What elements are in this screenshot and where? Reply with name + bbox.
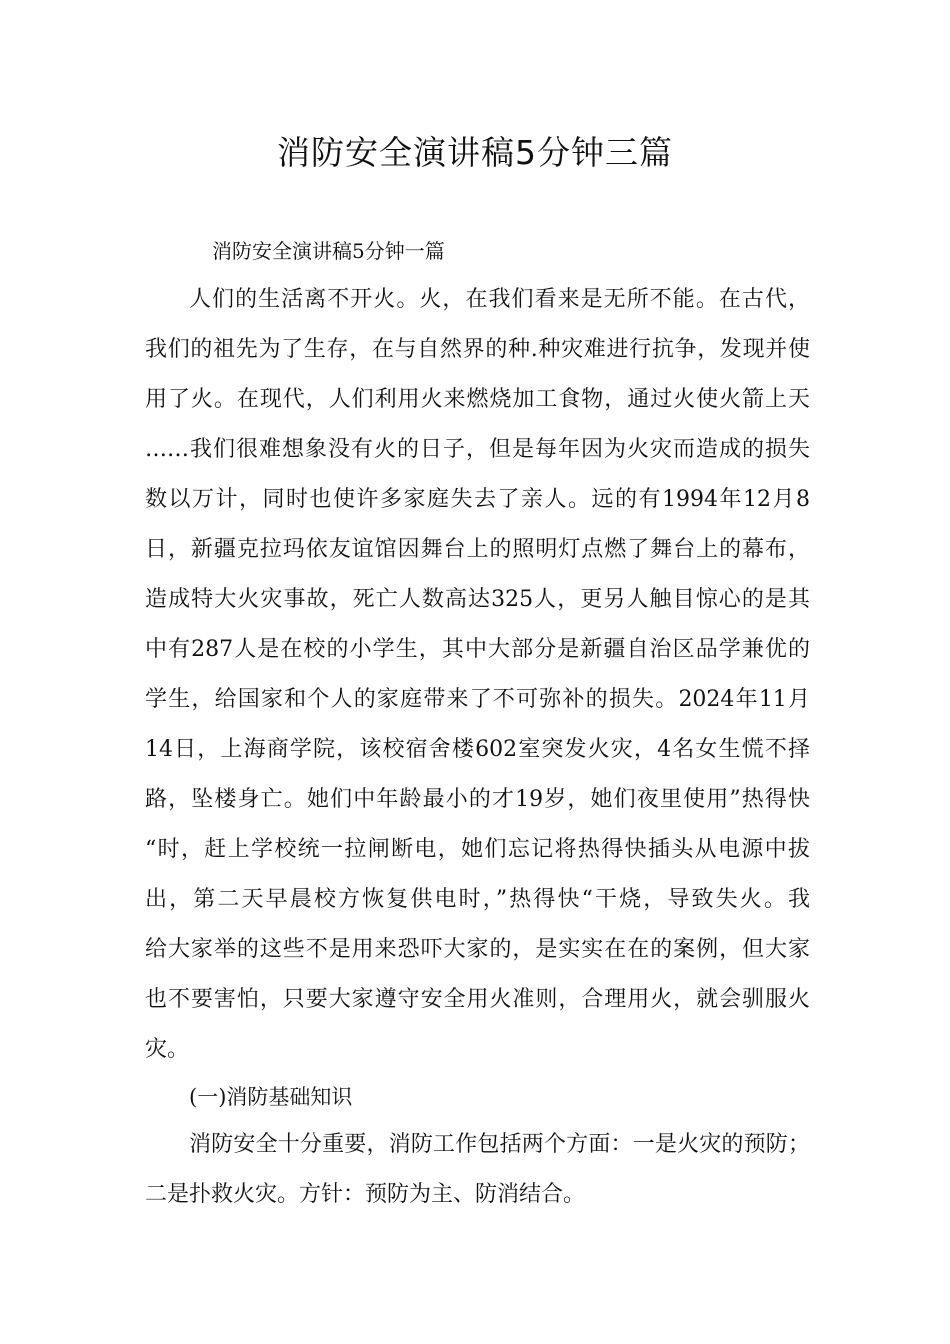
paragraph-line: 出，第二天早晨校方恢复供电时，”热得快“干烧，导致失火。我 [145,887,810,912]
paragraph-line: 学生，给国家和个人的家庭带来了不可弥补的损失。2024年11月 [145,687,810,712]
paragraph-line: 用了火。在现代，人们利用火来燃烧加工食物，通过火使火箭上天 [145,387,810,412]
paragraph-line: 14日，上海商学院，该校宿舍楼602室突发火灾，4名女生慌不择 [145,737,810,762]
paragraph-line: 给大家举的这些不是用来恐吓大家的，是实实在在的案例，但大家 [145,937,810,962]
paragraph-intro [145,275,810,1075]
document-title: 消防安全演讲稿5分钟三篇 [277,133,673,172]
paragraph-line: ……我们很难想象没有火的日子，但是每年因为火灾而造成的损失 [145,437,810,462]
paragraph-fire-basics [145,1120,810,1220]
paragraph-line: 造成特大火灾事故，死亡人数高达325人，更另人触目惊心的是其 [145,587,810,612]
document-subtitle: 消防安全演讲稿5分钟一篇 [212,239,445,263]
paragraph-line: 人们的生活离不开火。火，在我们看来是无所不能。在古代， [189,287,810,312]
paragraph-line: 我们的祖先为了生存，在与自然界的种.种灾难进行抗争，发现并使 [145,337,810,362]
paragraph-line: “时，赶上学校统一拉闸断电，她们忘记将热得快插头从电源中拔 [145,837,810,862]
paragraph-line: 灾。 [145,1037,190,1062]
paragraph-line: 二是扑救火灾。方针：预防为主、防消结合。 [145,1182,586,1207]
paragraph-line: 日，新疆克拉玛依友谊馆因舞台上的照明灯点燃了舞台上的幕布， [145,537,810,562]
paragraph-line: 消防安全十分重要，消防工作包括两个方面：一是火灾的预防； [189,1132,810,1157]
paragraph-line: 也不要害怕，只要大家遵守安全用火准则，合理用火，就会驯服火 [145,987,810,1012]
section-heading: (一)消防基础知识 [189,1085,353,1109]
paragraph-line: 路，坠楼身亡。她们中年龄最小的才19岁，她们夜里使用”热得快 [145,787,810,812]
paragraph-line: 中有287人是在校的小学生，其中大部分是新疆自治区品学兼优的 [145,637,810,662]
paragraph-line: 数以万计，同时也使许多家庭失去了亲人。远的有1994年12月8 [145,487,810,512]
